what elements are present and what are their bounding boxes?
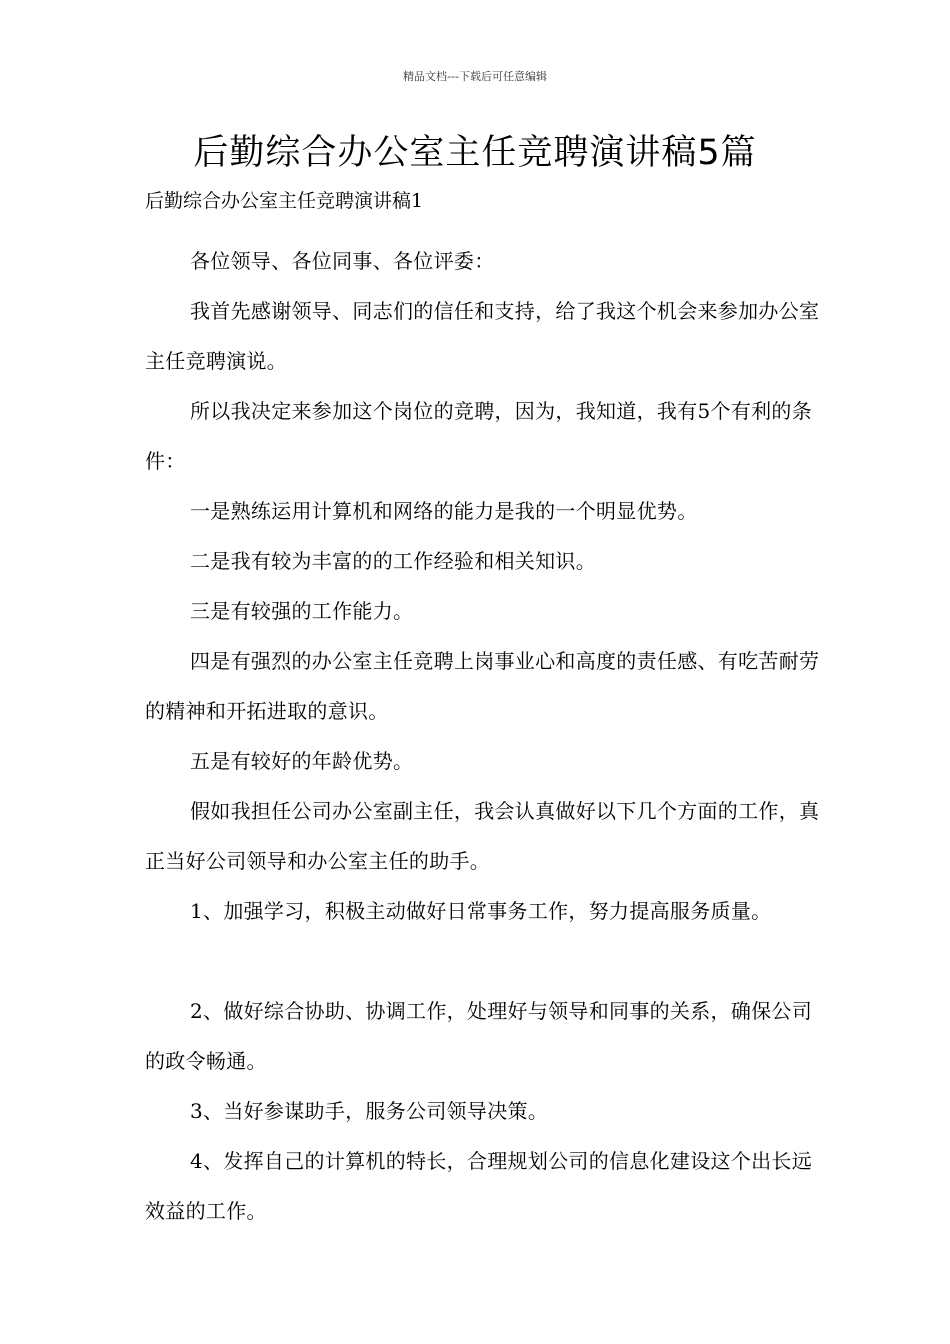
paragraph-greeting: 各位领导、各位同事、各位评委：	[190, 249, 495, 273]
paragraph-plan-2: 2、做好综合协助、协调工作，处理好与领导和同事的关系，确保公司的政令畅通。	[145, 999, 813, 1073]
paragraph-reason-1: 一是熟练运用计算机和网络的能力是我的一个明显优势。	[190, 499, 698, 523]
document-title: 后勤综合办公室主任竞聘演讲稿5篇	[193, 133, 757, 173]
section-subtitle: 后勤综合办公室主任竞聘演讲稿1	[145, 190, 424, 212]
paragraph-reason-2: 二是我有较为丰富的的工作经验和相关知识。	[190, 549, 596, 573]
paragraph-reason-4: 四是有强烈的办公室主任竞聘上岗事业心和高度的责任感、有吃苦耐劳的精神和开拓进取的意识。	[145, 649, 820, 723]
paragraph-plan-4: 4、发挥自己的计算机的特长，合理规划公司的信息化建设这个出长远效益的工作。	[145, 1149, 813, 1223]
paragraph-plan-1: 1、加强学习，积极主动做好日常事务工作，努力提高服务质量。	[190, 899, 772, 923]
header-note: 精品文档---下载后可任意编辑	[403, 70, 547, 83]
document-body	[145, 236, 825, 1236]
paragraph-reason-3: 三是有较强的工作能力。	[190, 599, 414, 623]
paragraph-plan-3: 3、当好参谋助手，服务公司领导决策。	[190, 1099, 549, 1123]
paragraph-reasons-intro: 所以我决定来参加这个岗位的竞聘，因为，我知道，我有5个有利的条件：	[145, 399, 813, 473]
paragraph-thanks: 我首先感谢领导、同志们的信任和支持，给了我这个机会来参加办公室主任竞聘演说。	[145, 299, 820, 373]
paragraph-reason-5: 五是有较好的年龄优势。	[190, 749, 414, 773]
paragraph-gap	[145, 936, 825, 986]
paragraph-plan-intro: 假如我担任公司办公室副主任，我会认真做好以下几个方面的工作，真正当好公司领导和办公室主任的助手。	[145, 799, 820, 873]
